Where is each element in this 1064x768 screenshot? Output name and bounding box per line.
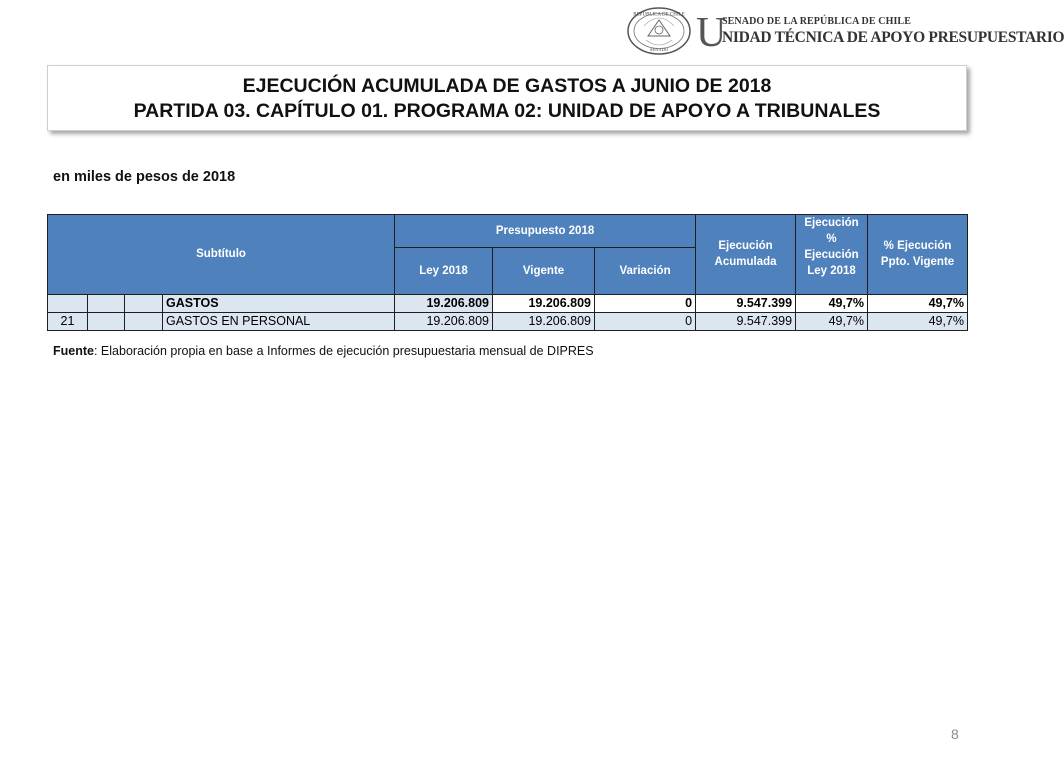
cell-pct-vigente: 49,7%	[868, 312, 968, 330]
header-ley: Ley 2018	[395, 247, 493, 294]
title-box	[47, 65, 967, 131]
budget-table	[47, 214, 968, 331]
page-subtitle: PARTIDA 03. CAPÍTULO 01. PROGRAMA 02: UNIDAD DE APOYO A TRIBUNALES	[133, 100, 881, 122]
cell-subtitulo: 21	[48, 312, 88, 330]
table-row	[48, 312, 968, 330]
seal-text: REPÚBLICA DE CHILE	[633, 12, 685, 18]
cell-concepto: GASTOS EN PERSONAL	[163, 312, 395, 330]
header-pct-vigente: % Ejecución Ppto. Vigente	[868, 215, 968, 295]
source-text: : Elaboración propia en base a Informes de ejecución presupuestaria mensual de DIPRES	[93, 344, 594, 358]
cell-ley: 19.206.809	[395, 312, 493, 330]
cell-asignacion	[125, 294, 163, 312]
page-number: 8	[951, 726, 959, 742]
cell-item	[88, 312, 125, 330]
senate-seal-icon	[626, 6, 694, 56]
cell-ejec-acum: 9.547.399	[696, 294, 796, 312]
page-title: EJECUCIÓN ACUMULADA DE GASTOS A JUNIO DE 2018	[242, 75, 772, 97]
cell-variacion: 0	[595, 294, 696, 312]
seal-bottom-text: SENADO	[649, 47, 669, 52]
header-pct-ley-top: Ejecución %	[796, 215, 868, 248]
logo-initial: U	[696, 10, 727, 56]
cell-ejec-acum: 9.547.399	[696, 312, 796, 330]
header-presupuesto: Presupuesto 2018	[395, 215, 696, 248]
table-row-total	[48, 294, 968, 312]
cell-pct-ley: 49,7%	[796, 294, 868, 312]
cell-item	[88, 294, 125, 312]
source-note	[53, 344, 594, 358]
cell-variacion: 0	[595, 312, 696, 330]
cell-vigente: 19.206.809	[493, 294, 595, 312]
logo-unit-name: NIDAD TÉCNICA DE APOYO PRESUPUESTARIO	[722, 29, 1064, 46]
header-subtitulo: Subtítulo	[48, 215, 395, 295]
senate-logo	[626, 6, 1064, 56]
cell-asignacion	[125, 312, 163, 330]
units-note: en miles de pesos de 2018	[53, 169, 236, 185]
header-variacion: Variación	[595, 247, 696, 294]
source-label: Fuente	[53, 344, 94, 358]
logo-senate-name: SENADO DE LA REPÚBLICA DE CHILE	[722, 16, 911, 27]
cell-pct-ley: 49,7%	[796, 312, 868, 330]
cell-vigente: 19.206.809	[493, 312, 595, 330]
cell-pct-vigente: 49,7%	[868, 294, 968, 312]
header-pct-ley-bottom: Ejecución Ley 2018	[796, 247, 868, 294]
header-ejecucion-acumulada: Ejecución Acumulada	[696, 215, 796, 295]
cell-concepto: GASTOS	[163, 294, 395, 312]
cell-subtitulo	[48, 294, 88, 312]
cell-ley: 19.206.809	[395, 294, 493, 312]
header-vigente: Vigente	[493, 247, 595, 294]
